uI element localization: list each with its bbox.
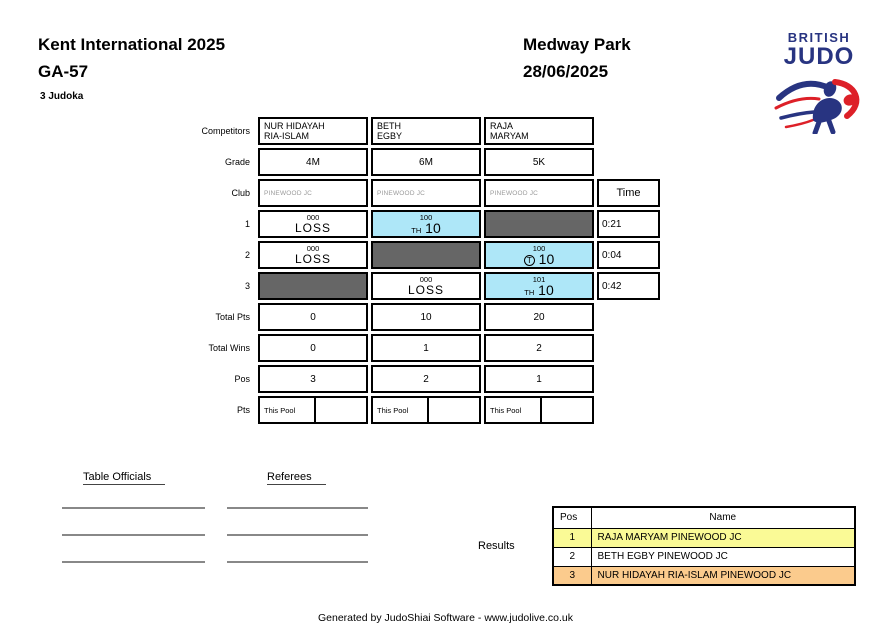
title-block xyxy=(38,33,225,102)
result-name: RAJA MARYAM PINEWOOD JC xyxy=(591,528,855,547)
signature-line xyxy=(62,534,205,536)
competitor-name-line2: MARYAM xyxy=(490,131,529,141)
result-position: 2 xyxy=(553,547,591,566)
row-label-grade: Grade xyxy=(224,157,250,167)
this-pool-label: This Pool xyxy=(373,398,429,422)
pool-table xyxy=(192,117,660,424)
result-name: BETH EGBY PINEWOOD JC xyxy=(591,547,855,566)
match-cell-loss xyxy=(258,241,368,269)
match-number-label: 3 xyxy=(244,281,250,291)
pts-cell xyxy=(258,396,368,424)
competitor-name-cell xyxy=(258,117,368,145)
row-label-pos: Pos xyxy=(234,374,250,384)
spacer-cell xyxy=(597,303,660,331)
table-officials-section xyxy=(62,467,205,563)
total-wins-cell: 1 xyxy=(371,334,481,362)
results-header-row xyxy=(553,507,855,528)
match-cell-win xyxy=(484,272,594,300)
match-time-cell: 0:42 xyxy=(597,272,660,300)
pts-value-blank xyxy=(316,398,366,422)
logo-text-british: BRITISH xyxy=(787,30,851,45)
spacer-cell xyxy=(597,334,660,362)
judoka-count: 3 Judoka xyxy=(40,91,84,102)
club-cell: PINEWOOD JC xyxy=(258,179,368,207)
results-pos-header: Pos xyxy=(553,507,591,528)
match-result-loss: LOSS xyxy=(407,283,444,297)
competitor-name-cell xyxy=(484,117,594,145)
match-cell-blocked xyxy=(371,241,481,269)
club-cell: PINEWOOD JC xyxy=(371,179,481,207)
spacer-cell xyxy=(597,396,660,424)
win-prefix: TH xyxy=(411,226,422,235)
signature-line xyxy=(227,507,368,509)
match-cell-win xyxy=(484,241,594,269)
tournament-title: Kent International 2025 xyxy=(38,35,226,54)
results-table xyxy=(552,506,856,586)
event-date: 28/06/2025 xyxy=(523,62,609,81)
win-score-value: 10 xyxy=(538,251,555,267)
grade-cell: 6M xyxy=(371,148,481,176)
match-time-cell: 0:21 xyxy=(597,210,660,238)
match-result-loss: LOSS xyxy=(294,252,331,266)
spacer-cell xyxy=(597,148,660,176)
competitor-name-line1: BETH xyxy=(377,121,402,131)
match-cell-blocked xyxy=(258,272,368,300)
match-score: 100 xyxy=(419,213,433,222)
match-score: 100 xyxy=(532,244,546,253)
match-number-label: 2 xyxy=(244,250,250,260)
this-pool-label: This Pool xyxy=(486,398,542,422)
win-score-value: 10 xyxy=(425,220,441,236)
signature-line xyxy=(62,507,205,509)
competitor-name-line2: EGBY xyxy=(377,131,403,141)
match-time-cell: 0:04 xyxy=(597,241,660,269)
total-pts-cell: 20 xyxy=(484,303,594,331)
signature-line xyxy=(227,561,368,563)
match-score: 000 xyxy=(306,213,320,222)
category-code: GA-57 xyxy=(38,62,89,81)
match-result-win xyxy=(486,253,592,266)
venue-block xyxy=(523,33,631,83)
competitor-name-line2: RIA-ISLAM xyxy=(264,131,310,141)
circled-t-symbol: T xyxy=(524,255,535,266)
time-column-header: Time xyxy=(597,179,660,207)
match-score: 000 xyxy=(419,275,433,284)
referees-heading: Referees xyxy=(267,471,326,485)
pts-value-blank xyxy=(542,398,592,422)
footer-credit: Generated by JudoShiai Software - www.judolive.co.uk xyxy=(317,612,574,624)
win-score-value: 10 xyxy=(538,282,554,298)
match-score: 000 xyxy=(306,244,320,253)
total-pts-cell: 0 xyxy=(258,303,368,331)
spacer-cell xyxy=(597,365,660,393)
results-row xyxy=(553,566,855,585)
match-result-win xyxy=(373,222,479,237)
row-label-club: Club xyxy=(231,188,250,198)
row-label-pts: Pts xyxy=(236,405,250,415)
win-prefix: TH xyxy=(524,288,535,297)
venue-name: Medway Park xyxy=(523,35,631,54)
match-score: 101 xyxy=(532,275,546,284)
match-cell-loss xyxy=(258,210,368,238)
logo-text-judo: JUDO xyxy=(783,43,855,70)
pts-value-blank xyxy=(429,398,479,422)
pts-cell xyxy=(484,396,594,424)
referees-section xyxy=(227,467,368,563)
results-name-header: Name xyxy=(591,507,855,528)
competitor-name-line1: RAJA xyxy=(490,121,514,131)
pts-cell xyxy=(371,396,481,424)
result-position: 3 xyxy=(553,566,591,585)
results-label: Results xyxy=(478,540,515,552)
match-cell-blocked xyxy=(484,210,594,238)
british-judo-logo xyxy=(772,30,866,139)
match-cell-loss xyxy=(371,272,481,300)
signature-line xyxy=(227,534,368,536)
result-name: NUR HIDAYAH RIA-ISLAM PINEWOOD JC xyxy=(591,566,855,585)
competitor-name-line1: NUR HIDAYAH xyxy=(264,121,325,131)
grade-cell: 4M xyxy=(258,148,368,176)
results-row xyxy=(553,547,855,566)
judo-figure-icon xyxy=(773,72,865,134)
row-label-total-pts: Total Pts xyxy=(215,312,250,322)
total-wins-cell: 0 xyxy=(258,334,368,362)
total-wins-cell: 2 xyxy=(484,334,594,362)
results-row xyxy=(553,528,855,547)
match-result-loss: LOSS xyxy=(294,221,331,235)
match-number-label: 1 xyxy=(244,219,250,229)
signature-line xyxy=(62,561,205,563)
total-pts-cell: 10 xyxy=(371,303,481,331)
match-cell-win xyxy=(371,210,481,238)
competitor-name-cell xyxy=(371,117,481,145)
table-officials-heading: Table Officials xyxy=(83,471,165,485)
club-cell: PINEWOOD JC xyxy=(484,179,594,207)
position-cell: 3 xyxy=(258,365,368,393)
row-label-total-wins: Total Wins xyxy=(208,343,250,353)
row-label-competitors: Competitors xyxy=(201,126,250,136)
match-result-win xyxy=(486,284,592,299)
result-position: 1 xyxy=(553,528,591,547)
this-pool-label: This Pool xyxy=(260,398,316,422)
position-cell: 1 xyxy=(484,365,594,393)
spacer-cell xyxy=(597,117,660,145)
position-cell: 2 xyxy=(371,365,481,393)
grade-cell: 5K xyxy=(484,148,594,176)
